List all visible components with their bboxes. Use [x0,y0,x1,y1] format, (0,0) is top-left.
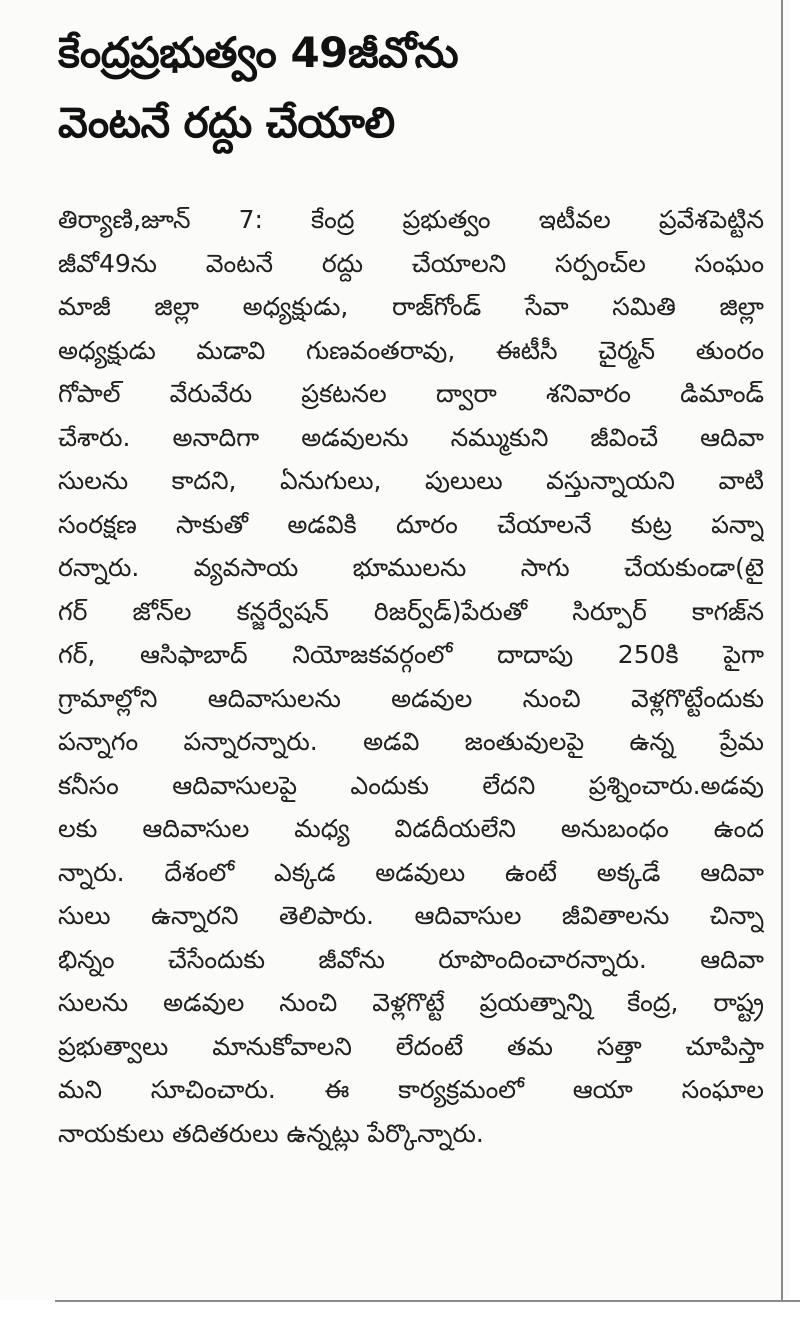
body-line: మని సూచించారు. ఈ కార్యక్రమంలో ఆయా సంఘాల [58,1075,764,1104]
body-line: చేశారు. అనాదిగా అడవులను నమ్ముకుని జీవించే ఆదివా [58,422,764,452]
article-body [58,198,764,1155]
body-line: జీవో49ను వెంటనే రద్దు చేయాలని సర్పంచ్‌ల సంఘం [58,248,764,278]
body-line: అధ్యక్షుడు మడావి గుణవంతరావు, ఈటీసీ చైర్మన్ తుంరం [58,335,764,365]
body-line: పన్నాగం పన్నారన్నారు. అడవి జంతువులపై ఉన్న ప్రేమ [58,727,764,756]
body-line: లకు ఆదివాసుల మధ్య విడదీయలేని అనుబంధం ఉంద [58,814,764,843]
body-line: సులను కాదని, ఏనుగులు, పులులు వస్తున్నాయని వాటి [58,466,764,495]
column-rule-right [781,0,783,1300]
body-line: మాజీ జిల్లా అధ్యక్షుడు, రాజ్‌గోండ్ సేవా సమితి జిల్లా [58,292,764,321]
body-line: గ్రామాల్లోని ఆదివాసులను అడవుల నుంచి వెళ్లగొట్టేందుకు [58,683,764,713]
body-line: గర్, ఆసిఫాబాద్ నియోజకవర్గంలో దాదాపు 250కి పైగా [58,640,764,669]
body-line: సులు ఉన్నారని తెలిపారు. ఆదివాసుల జీవితాలను చిన్నా [58,901,764,930]
body-line: కనీసం ఆదివాసులపై ఎందుకు లేదని ప్రశ్నించారు.అడవు [58,770,764,800]
headline-line-1: కేంద్రప్రభుత్వం 49జీవోను [58,28,459,77]
article-headline [58,18,778,158]
body-line: సంరక్షణ సాకుతో అడవికి దూరం చేయాలనే కుట్ర పన్నా [58,509,764,539]
body-line: గర్ జోన్‌ల కన్జర్వేషన్ రిజర్వ్‌డ్)పేరుతో సిర్పూర్ కాగజ్‌న [58,596,764,626]
body-line: నాయకులు తదితరులు ఉన్నట్లు పేర్కొన్నారు. [58,1118,484,1148]
body-line: గోపాల్ వేరువేరు ప్రకటనల ద్వారా శనివారం డిమాండ్ [58,379,764,408]
body-line: భిన్నం చేసేందుకు జీవోను రూపొందించారన్నారు. ఆదివా [58,944,764,974]
body-line: సులను అడవుల నుంచి వెళ్లగొట్టే ప్రయత్నాన్ని కేంద్ర, రాష్ట్ర [58,988,764,1017]
body-line: తిర్యాణి,జూన్ 7: కేంద్ర ప్రభుత్వం ఇటీవల ప్రవేశపెట్టిన [58,205,764,234]
column-rule-bottom [55,1300,800,1302]
body-line: న్నారు. దేశంలో ఎక్కడ అడవులు ఉంటే అక్కడే ఆదివా [58,857,764,887]
body-line: రన్నారు. వ్యవసాయ భూములను సాగు చేయకుండా(టై [58,553,764,582]
headline-line-2: వెంటనే రద్దు చేయాలి [58,98,395,147]
body-line: ప్రభుత్వాలు మానుకోవాలని లేదంటే తమ సత్తా చూపిస్తా [58,1031,764,1061]
